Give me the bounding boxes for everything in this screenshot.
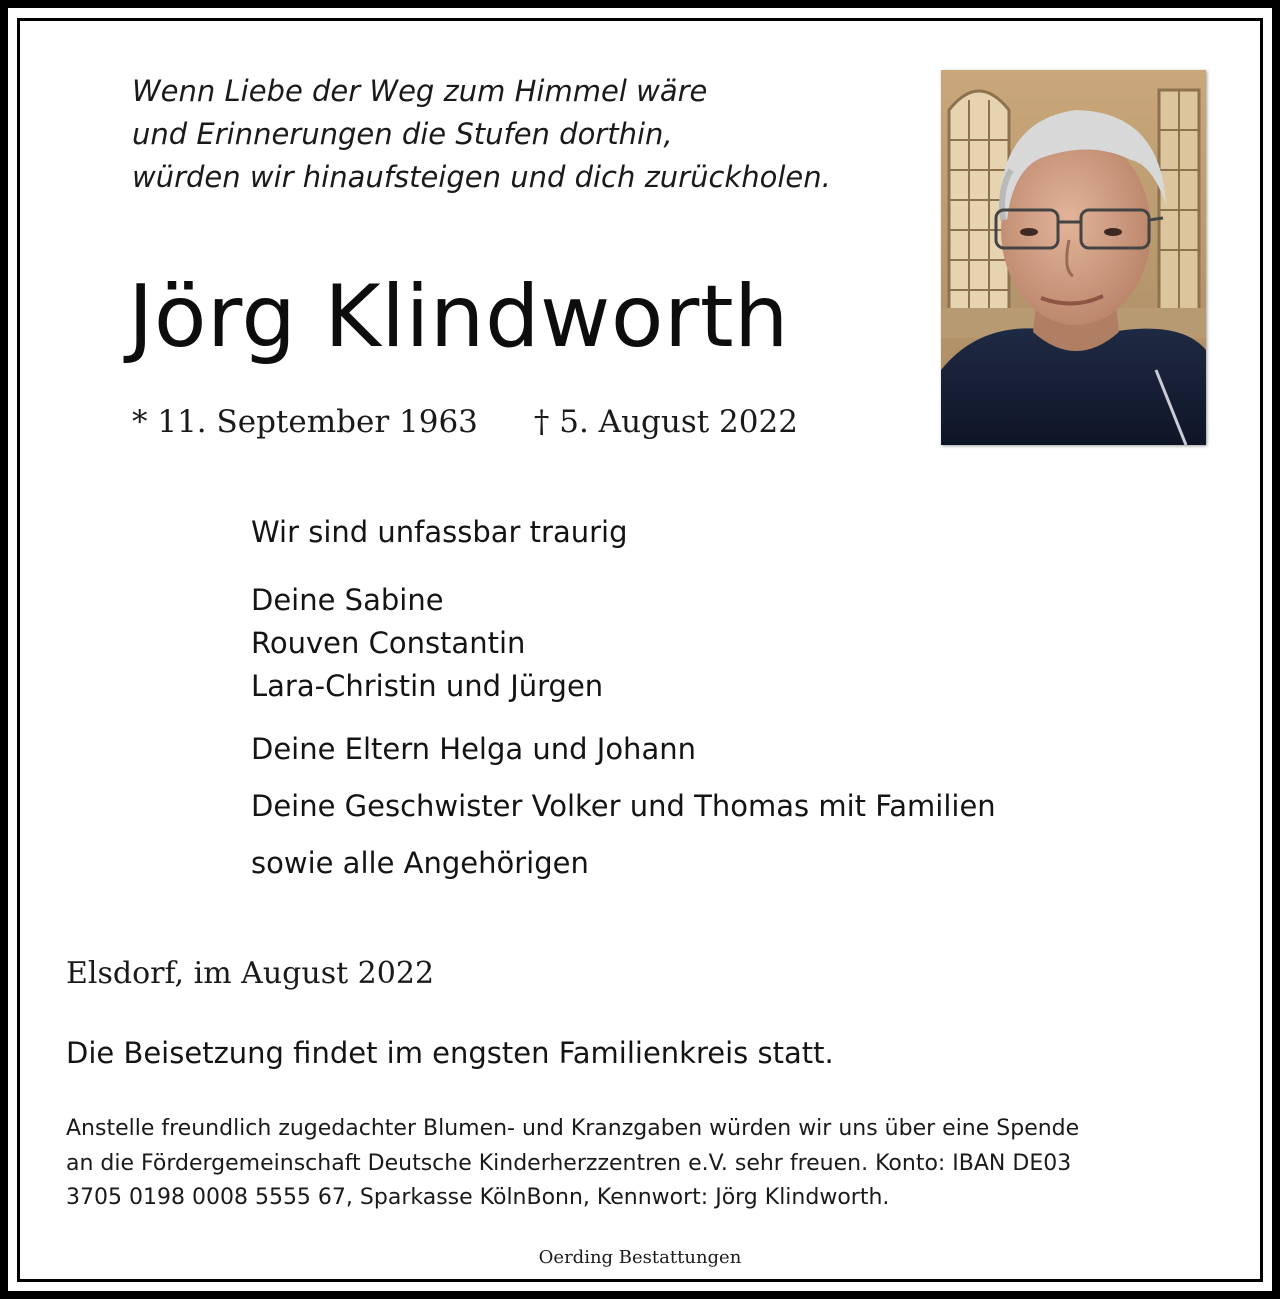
burial-note: Die Beisetzung findet im engsten Familienkreis statt.	[66, 1036, 834, 1070]
life-dates	[132, 400, 798, 444]
birth-date: * 11. September 1963	[132, 404, 478, 440]
mourning-statement: Wir sind unfassbar traurig	[251, 515, 628, 549]
donation-line: an die Fördergemeinschaft Deutsche Kinderherzzentren e.V. sehr freuen. Konto: IBAN DE03	[66, 1150, 1072, 1176]
portrait-image	[941, 70, 1206, 445]
place-and-date: Elsdorf, im August 2022	[66, 956, 435, 991]
poem-line: und Erinnerungen die Stufen dorthin,	[132, 117, 673, 151]
undertaker-name: Oerding Bestattungen	[538, 1247, 742, 1268]
family-signatories	[251, 579, 603, 708]
signatory-parents: Deine Eltern Helga und Johann	[251, 732, 696, 766]
signatory-spouse: Deine Sabine	[251, 583, 444, 617]
signatory-relatives: sowie alle Angehörigen	[251, 846, 589, 880]
poem-line: Wenn Liebe der Weg zum Himmel wäre	[132, 74, 708, 108]
poem-line: würden wir hinaufsteigen und dich zurückholen.	[132, 160, 831, 194]
signatory-daughter: Lara-Christin und Jürgen	[251, 669, 604, 703]
death-date: † 5. August 2022	[533, 404, 798, 440]
portrait-photo	[941, 70, 1206, 445]
donation-request	[66, 1112, 1226, 1216]
signatory-siblings: Deine Geschwister Volker und Thomas mit Familien	[251, 789, 996, 823]
donation-line: Anstelle freundlich zugedachter Blumen- und Kranzgaben würden wir uns über eine Spende	[66, 1116, 1080, 1141]
memorial-poem	[132, 70, 912, 199]
deceased-name: Jörg Klindworth	[128, 267, 790, 367]
signatory-son: Rouven Constantin	[251, 626, 526, 660]
donation-line: 3705 0198 0008 5555 67, Sparkasse KölnBonn, Kennwort: Jörg Klindworth.	[66, 1185, 890, 1210]
